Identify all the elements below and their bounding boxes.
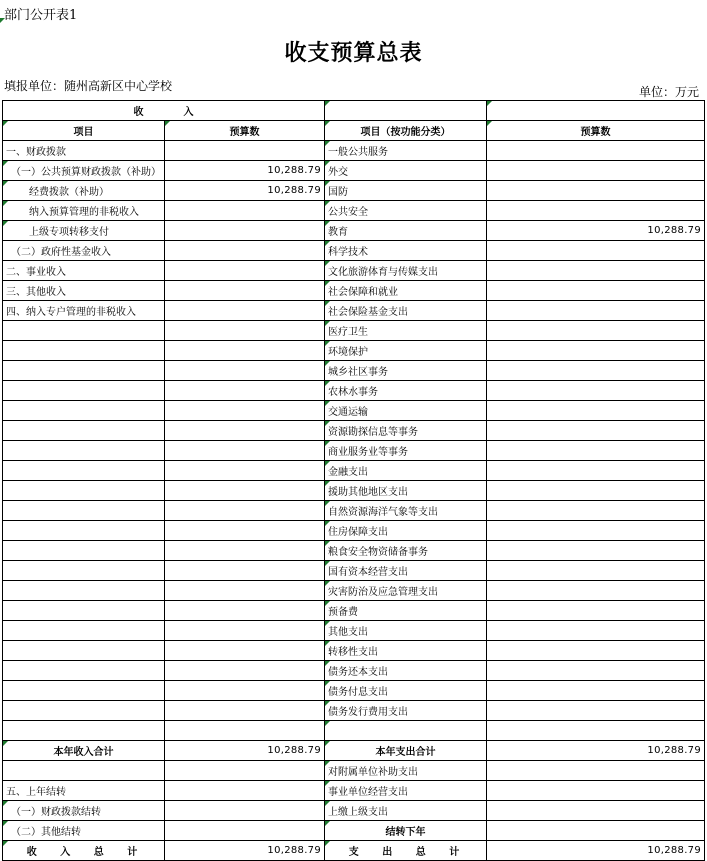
expense-amount: [487, 501, 705, 521]
income-item: [3, 361, 165, 381]
income-amount: [165, 661, 325, 681]
table-row: [3, 321, 705, 341]
expense-item: 国防: [325, 181, 487, 201]
expense-item: 文化旅游体育与传媒支出: [325, 261, 487, 281]
expense-item: 债务付息支出: [325, 681, 487, 701]
table-row: [3, 141, 705, 161]
col-expense-item: 项目（按功能分类）: [325, 121, 487, 141]
expense-item: 教育: [325, 221, 487, 241]
col-expense-amount: 预算数: [487, 121, 705, 141]
income-item: 三、其他收入: [3, 281, 165, 301]
expense-amount: [487, 621, 705, 641]
col-income-amount: 预算数: [165, 121, 325, 141]
table-row: [3, 341, 705, 361]
expense-item: 灾害防治及应急管理支出: [325, 581, 487, 601]
budget-table: [2, 100, 705, 861]
expense-amount: [487, 681, 705, 701]
income-item: [3, 761, 165, 781]
income-amount: [165, 461, 325, 481]
income-amount: [165, 501, 325, 521]
grand-total-row: [3, 841, 705, 861]
table-row: [3, 241, 705, 261]
table-row: [3, 601, 705, 621]
year-expense-total-label: 本年支出合计: [325, 741, 487, 761]
other-carry-amount: [165, 821, 325, 841]
income-amount: [165, 481, 325, 501]
cell-comment-marker: [0, 18, 5, 23]
expense-item: 援助其他地区支出: [325, 481, 487, 501]
income-item: 四、纳入专户管理的非税收入: [3, 301, 165, 321]
expense-item: 事业单位经营支出: [325, 781, 487, 801]
income-amount: [165, 781, 325, 801]
income-item: [3, 521, 165, 541]
expense-amount: [487, 641, 705, 661]
income-item: 一、财政拨款: [3, 141, 165, 161]
expense-item: 商业服务业等事务: [325, 441, 487, 461]
expense-item: 其他支出: [325, 621, 487, 641]
expense-item: 债务还本支出: [325, 661, 487, 681]
table-row: [3, 421, 705, 441]
income-item: [3, 721, 165, 741]
expense-item: 国有资本经营支出: [325, 561, 487, 581]
expense-item: 债务发行费用支出: [325, 701, 487, 721]
expense-amount: [487, 201, 705, 221]
income-amount: 10,288.79: [165, 181, 325, 201]
expense-item: 预备费: [325, 601, 487, 621]
income-amount: [165, 581, 325, 601]
table-row: [3, 501, 705, 521]
expense-item: 交通运输: [325, 401, 487, 421]
expense-item: 粮食安全物资储备事务: [325, 541, 487, 561]
expense-amount: [487, 521, 705, 541]
table-row: [3, 461, 705, 481]
income-item: [3, 341, 165, 361]
expense-item: 转移性支出: [325, 641, 487, 661]
income-item: [3, 481, 165, 501]
table-row: [3, 301, 705, 321]
expense-amount: [487, 281, 705, 301]
reporting-unit: 填报单位：随州高新区中心学校: [4, 80, 173, 93]
table-row: [3, 361, 705, 381]
table-row: [3, 581, 705, 601]
grand-income-value: 10,288.79: [165, 841, 325, 861]
table-row: [3, 281, 705, 301]
expense-amount: [487, 321, 705, 341]
expense-amount: [487, 661, 705, 681]
income-item: （二）政府性基金收入: [3, 241, 165, 261]
expense-item: 环境保护: [325, 341, 487, 361]
expense-group-header-amount: [487, 101, 705, 121]
col-income-item: 项目: [3, 121, 165, 141]
carry-row: [3, 821, 705, 841]
expense-amount: [487, 761, 705, 781]
expense-amount: [487, 801, 705, 821]
income-amount: [165, 541, 325, 561]
expense-amount: [487, 301, 705, 321]
expense-amount: [487, 401, 705, 421]
expense-amount: [487, 721, 705, 741]
expense-item: 科学技术: [325, 241, 487, 261]
income-item: [3, 541, 165, 561]
table-row: [3, 561, 705, 581]
expense-item: 金融支出: [325, 461, 487, 481]
expense-amount: [487, 141, 705, 161]
table-row: [3, 221, 705, 241]
expense-amount: [487, 701, 705, 721]
income-amount: [165, 441, 325, 461]
expense-amount: 10,288.79: [487, 221, 705, 241]
income-amount: [165, 761, 325, 781]
expense-amount: [487, 461, 705, 481]
expense-item: 对附属单位补助支出: [325, 761, 487, 781]
expense-item: 一般公共服务: [325, 141, 487, 161]
other-carry-label: （二）其他结转: [3, 821, 165, 841]
table-row: [3, 701, 705, 721]
income-item: [3, 701, 165, 721]
expense-item: 公共安全: [325, 201, 487, 221]
income-amount: 10,288.79: [165, 161, 325, 181]
table-row: [3, 781, 705, 801]
income-item: [3, 461, 165, 481]
grand-expense-value: 10,288.79: [487, 841, 705, 861]
income-item: [3, 381, 165, 401]
expense-item: 上缴上级支出: [325, 801, 487, 821]
income-amount: [165, 221, 325, 241]
income-item: [3, 681, 165, 701]
table-row: [3, 801, 705, 821]
income-group-header: 收 入: [3, 101, 325, 121]
income-amount: [165, 201, 325, 221]
expense-amount: [487, 261, 705, 281]
table-row: [3, 401, 705, 421]
carry-next-label: 结转下年: [325, 821, 487, 841]
table-row: [3, 161, 705, 181]
expense-amount: [487, 581, 705, 601]
income-item: [3, 561, 165, 581]
table-row: [3, 761, 705, 781]
header-row-columns: [3, 121, 705, 141]
income-item: [3, 501, 165, 521]
grand-income-label: 收 入 总 计: [3, 841, 165, 861]
expense-item: [325, 721, 487, 741]
income-amount: [165, 381, 325, 401]
table-row: [3, 661, 705, 681]
income-item: （一）财政拨款结转: [3, 801, 165, 821]
income-item: [3, 441, 165, 461]
form-id-label: 部门公开表1: [4, 8, 78, 23]
expense-amount: [487, 361, 705, 381]
table-row: [3, 261, 705, 281]
income-item: [3, 601, 165, 621]
expense-item: 外交: [325, 161, 487, 181]
year-income-total-value: 10,288.79: [165, 741, 325, 761]
expense-group-header: [325, 101, 487, 121]
income-amount: [165, 701, 325, 721]
table-row: [3, 681, 705, 701]
table-row: [3, 441, 705, 461]
income-amount: [165, 641, 325, 661]
year-total-row: [3, 741, 705, 761]
page-title: 收支预算总表: [284, 40, 423, 66]
income-item: 五、上年结转: [3, 781, 165, 801]
income-amount: [165, 801, 325, 821]
table-row: [3, 481, 705, 501]
income-amount: [165, 361, 325, 381]
expense-item: 自然资源海洋气象等支出: [325, 501, 487, 521]
currency-unit: 单位：万元: [638, 85, 699, 99]
table-row: [3, 721, 705, 741]
expense-amount: [487, 601, 705, 621]
expense-amount: [487, 481, 705, 501]
table-row: [3, 201, 705, 221]
income-item: [3, 581, 165, 601]
income-amount: [165, 401, 325, 421]
income-amount: [165, 341, 325, 361]
income-amount: [165, 301, 325, 321]
expense-amount: [487, 541, 705, 561]
expense-amount: [487, 561, 705, 581]
table-row: [3, 521, 705, 541]
income-amount: [165, 261, 325, 281]
carry-next-amount: [487, 821, 705, 841]
table-row: [3, 641, 705, 661]
table-row: [3, 621, 705, 641]
year-income-total-label: 本年收入合计: [3, 741, 165, 761]
income-amount: [165, 281, 325, 301]
income-item: 上级专项转移支付: [3, 221, 165, 241]
expense-item: 社会保障和就业: [325, 281, 487, 301]
expense-amount: [487, 441, 705, 461]
income-amount: [165, 681, 325, 701]
income-amount: [165, 421, 325, 441]
income-item: [3, 421, 165, 441]
expense-amount: [487, 241, 705, 261]
expense-amount: [487, 161, 705, 181]
table-row: [3, 381, 705, 401]
income-amount: [165, 621, 325, 641]
income-item: [3, 661, 165, 681]
expense-item: 社会保险基金支出: [325, 301, 487, 321]
expense-amount: [487, 181, 705, 201]
grand-expense-label: 支 出 总 计: [325, 841, 487, 861]
income-item: 纳入预算管理的非税收入: [3, 201, 165, 221]
table-row: [3, 541, 705, 561]
expense-item: 城乡社区事务: [325, 361, 487, 381]
income-item: [3, 321, 165, 341]
income-amount: [165, 521, 325, 541]
expense-item: 医疗卫生: [325, 321, 487, 341]
income-amount: [165, 601, 325, 621]
income-item: （一）公共预算财政拨款（补助）: [3, 161, 165, 181]
expense-amount: [487, 341, 705, 361]
income-item: 二、事业收入: [3, 261, 165, 281]
income-amount: [165, 561, 325, 581]
expense-amount: [487, 381, 705, 401]
income-item: [3, 621, 165, 641]
header-row-group: [3, 101, 705, 121]
income-amount: [165, 321, 325, 341]
income-amount: [165, 241, 325, 261]
expense-item: 住房保障支出: [325, 521, 487, 541]
income-item: [3, 641, 165, 661]
expense-amount: [487, 421, 705, 441]
income-amount: [165, 141, 325, 161]
income-item: 经费拨款（补助）: [3, 181, 165, 201]
expense-item: 农林水事务: [325, 381, 487, 401]
expense-item: 资源勘探信息等事务: [325, 421, 487, 441]
income-amount: [165, 721, 325, 741]
expense-amount: [487, 781, 705, 801]
table-row: [3, 181, 705, 201]
year-expense-total-value: 10,288.79: [487, 741, 705, 761]
income-item: [3, 401, 165, 421]
